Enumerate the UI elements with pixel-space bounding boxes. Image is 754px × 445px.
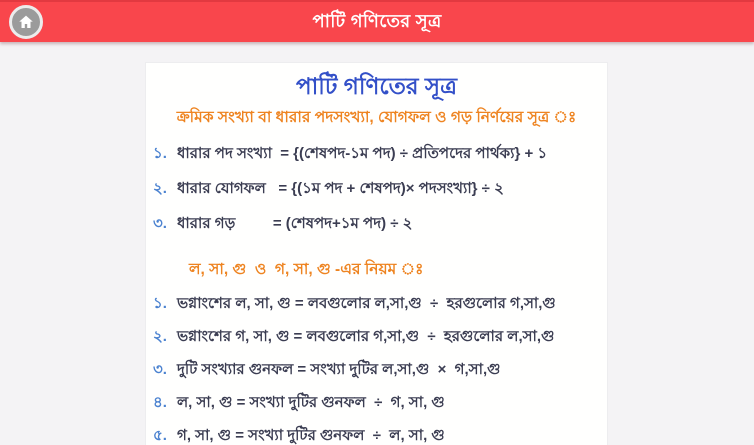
formula-row xyxy=(151,214,602,234)
row-number: ৩. xyxy=(153,215,167,232)
section1-heading: ক্রমিক সংখ্যা বা ধারার পদসংখ্যা, যোগফল ও গড় নির্ণয়ের সূত্র ঃ xyxy=(176,109,577,126)
formula-row xyxy=(151,179,602,199)
section1-formula-list xyxy=(151,144,602,234)
home-icon xyxy=(17,13,35,31)
section2-heading: ল, সা, গু ও গ, সা, গু -এর নিয়ম ঃ xyxy=(189,261,424,278)
row-formula: দুটি সংখ্যার গুনফল = সংখ্যা দুটির ল,সা,গু × গ,সা,গু xyxy=(177,361,501,378)
formula-row xyxy=(151,426,602,445)
row-number: ২. xyxy=(153,328,167,345)
row-formula: ধারার যোগফল = {(১ম পদ + শেষপদ)× পদসংখ্যা} ÷ ২ xyxy=(177,180,504,197)
formula-row xyxy=(151,144,602,164)
app-bar xyxy=(0,0,754,42)
home-button[interactable] xyxy=(9,5,43,39)
row-formula: ভগ্নাংশের ল, সা, গু = লবগুলোর ল,সা,গু ÷ হরগুলোর গ,সা,গু xyxy=(177,295,556,312)
row-formula: ভগ্নাংশের গ, সা, গু = লবগুলোর গ,সা,গু ÷ হরগুলোর ল,সা,গু xyxy=(177,328,555,345)
row-number: ১. xyxy=(153,145,167,162)
formula-card xyxy=(145,62,608,445)
formula-row xyxy=(151,393,602,413)
row-formula: গ, সা, গু = সংখ্যা দুটির গুনফল ÷ ল, সা, গু xyxy=(177,427,445,444)
row-number: ২. xyxy=(153,180,167,197)
card-title: পাটি গণিতের সূত্র xyxy=(296,73,457,99)
formula-row xyxy=(151,294,602,314)
row-formula: ল, সা, গু = সংখ্যা দুটির গুনফল ÷ গ, সা, গু xyxy=(177,394,445,411)
app-bar-title: পাটি গণিতের সূত্র xyxy=(312,10,442,31)
row-number: ৩. xyxy=(153,361,167,378)
row-formula: ধারার পদ সংখ্যা = {(শেষপদ-১ম পদ) ÷ প্রতিপদের পার্থক্য} + ১ xyxy=(177,145,548,162)
row-number: ৪. xyxy=(153,394,167,411)
formula-row xyxy=(151,360,602,380)
formula-row xyxy=(151,327,602,347)
content-area xyxy=(0,42,754,445)
row-formula: ধারার গড় = (শেষপদ+১ম পদ) ÷ ২ xyxy=(177,215,413,232)
section2-formula-list xyxy=(151,294,602,445)
row-number: ১. xyxy=(153,295,167,312)
row-number: ৫. xyxy=(153,427,167,444)
